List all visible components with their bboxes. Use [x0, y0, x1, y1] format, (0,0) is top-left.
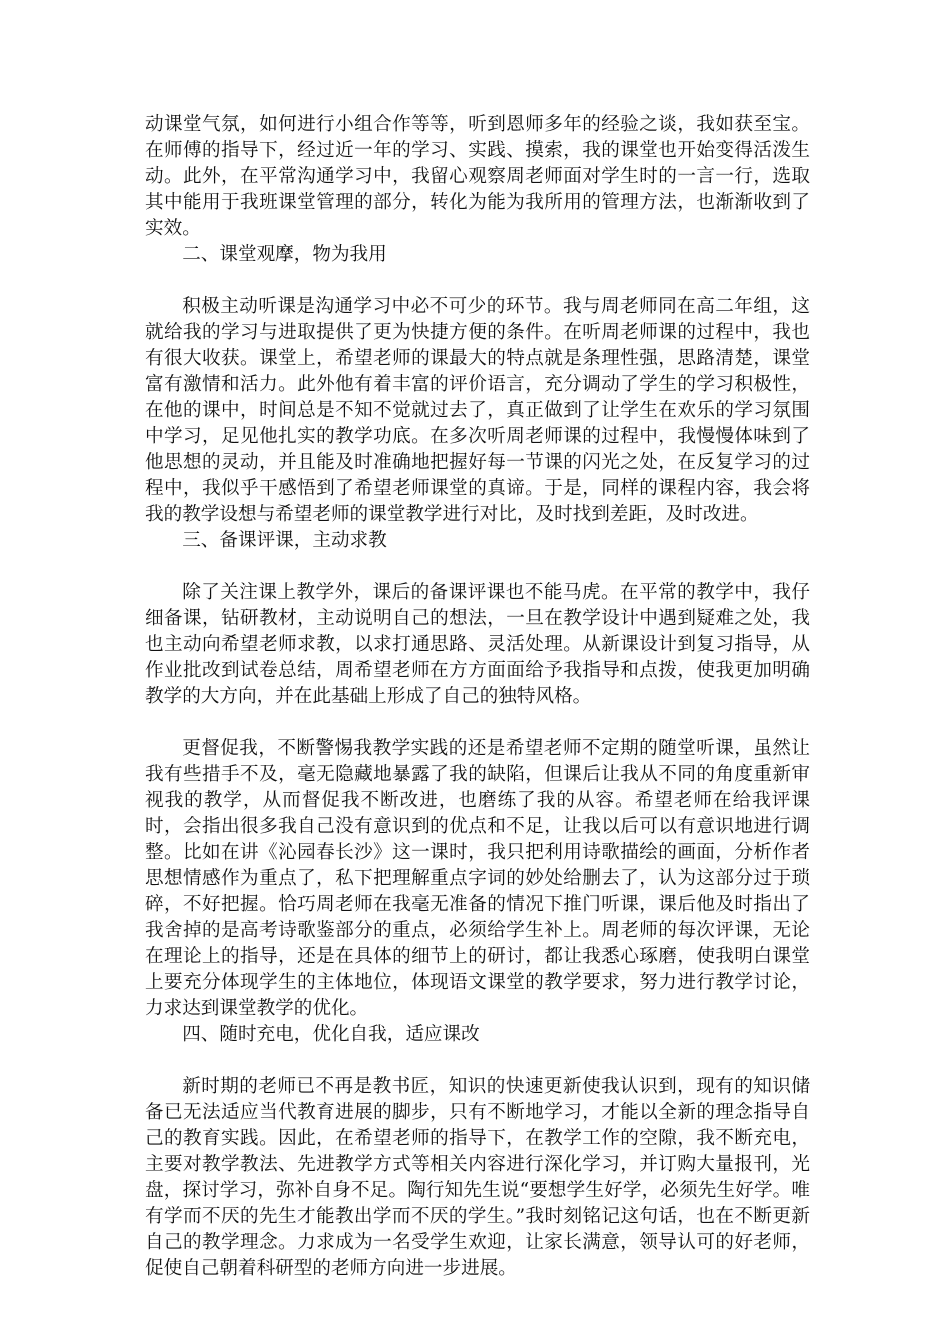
document-body: [145, 112, 810, 1282]
paragraph-3: 除了关注课上教学外，课后的备课评课也不能马虎。在平常的教学中，我仔细备课，钻研教材，主动说明自己的想法，一旦在教学设计中遇到疑难之处，我也主动向希望老师求教，以求打通思路、灵活处理。从新课设计到复习指导，从作业批改到试卷总结，周希望老师在方方面面给予我指导和点拨，使我更加明确教学的大方向，并在此基础上形成了自己的独特风格。: [145, 582, 810, 707]
section-heading-3: 三、备课评课，主动求教: [182, 530, 387, 551]
paragraph-2: 积极主动听课是沟通学习中必不可少的环节。我与周老师同在高二年组，这就给我的学习与进取提供了更为快捷方便的条件。在听周老师课的过程中，我也有很大收获。课堂上，希望老师的课最大的特点就是条理性强，思路清楚，课堂富有激情和活力。此外他有着丰富的评价语言，充分调动了学生的学习积极性，在他的课中，时间总是不知不觉就过去了，真正做到了让学生在欢乐的学习氛围中学习，足见他扎实的教学功底。在多次听周老师课的过程中，我慢慢体味到了他思想的灵动，并且能及时准确地把握好每一节课的闪光之处，在反复学习的过程中，我似乎干感悟到了希望老师课堂的真谛。于是，同样的课程内容，我会将我的教学设想与希望老师的课堂教学进行对比，及时找到差距，及时改进。: [145, 296, 810, 525]
paragraph-4: 更督促我，不断警惕我教学实践的还是希望老师不定期的随堂听课，虽然让我有些措手不及，毫无隐藏地暴露了我的缺陷，但课后让我从不同的角度重新审视我的教学，从而督促我不断改进，也磨练了我的从容。希望老师在给我评课时，会指出很多我自己没有意识到的优点和不足，让我以后可以有意识地进行调整。比如在讲《沁园春长沙》这一课时，我只把利用诗歌描绘的画面，分析作者思想情感作为重点了，私下把理解重点字词的妙处给删去了，认为这部分过于琐碎，不好把握。恰巧周老师在我毫无准备的情况下推门听课，课后他及时指出了我舍掉的是高考诗歌鉴部分的重点，必须给学生补上。周老师的每次评课，无论在理论上的指导，还是在具体的细节上的研讨，都让我悉心琢磨，使我明白课堂上要充分体现学生的主体地位，体现语文课堂的教学要求，努力进行教学讨论，力求达到课堂教学的优化。: [145, 738, 810, 1019]
paragraph-1: 动课堂气氛，如何进行小组合作等等，听到恩师多年的经验之谈，我如获至宝。在师傅的指导下，经过近一年的学习、实践、摸索，我的课堂也开始变得活泼生动。此外，在平常沟通学习中，我留心观察周老师面对学生时的一言一行，选取其中能用于我班课堂管理的部分，转化为能为我所用的管理方法，也渐渐收到了实效。: [145, 114, 810, 239]
paragraph-5: 新时期的老师已不再是教书匠，知识的快速更新使我认识到，现有的知识储备已无法适应当代教育进展的脚步，只有不断地学习，才能以全新的理念指导自己的教育实践。因此，在希望老师的指导下，在教学工作的空隙，我不断充电，主要对教学教法、先进教学方式等相关内容进行深化学习，并订购大量报刊，光盘，探讨学习，弥补自身不足。陶行知先生说“要想学生好学，必须先生好学。唯有学而不厌的先生才能教出学而不厌的学生。”我时刻铭记这句话，也在不断更新自己的教学理念。力求成为一名受学生欢迎，让家长满意，领导认可的好老师，促使自己朝着科研型的老师方向进一步进展。: [145, 1076, 810, 1279]
section-heading-2: 二、课堂观摩，物为我用: [182, 244, 387, 265]
section-heading-4: 四、随时充电，优化自我，适应课改: [182, 1024, 480, 1045]
